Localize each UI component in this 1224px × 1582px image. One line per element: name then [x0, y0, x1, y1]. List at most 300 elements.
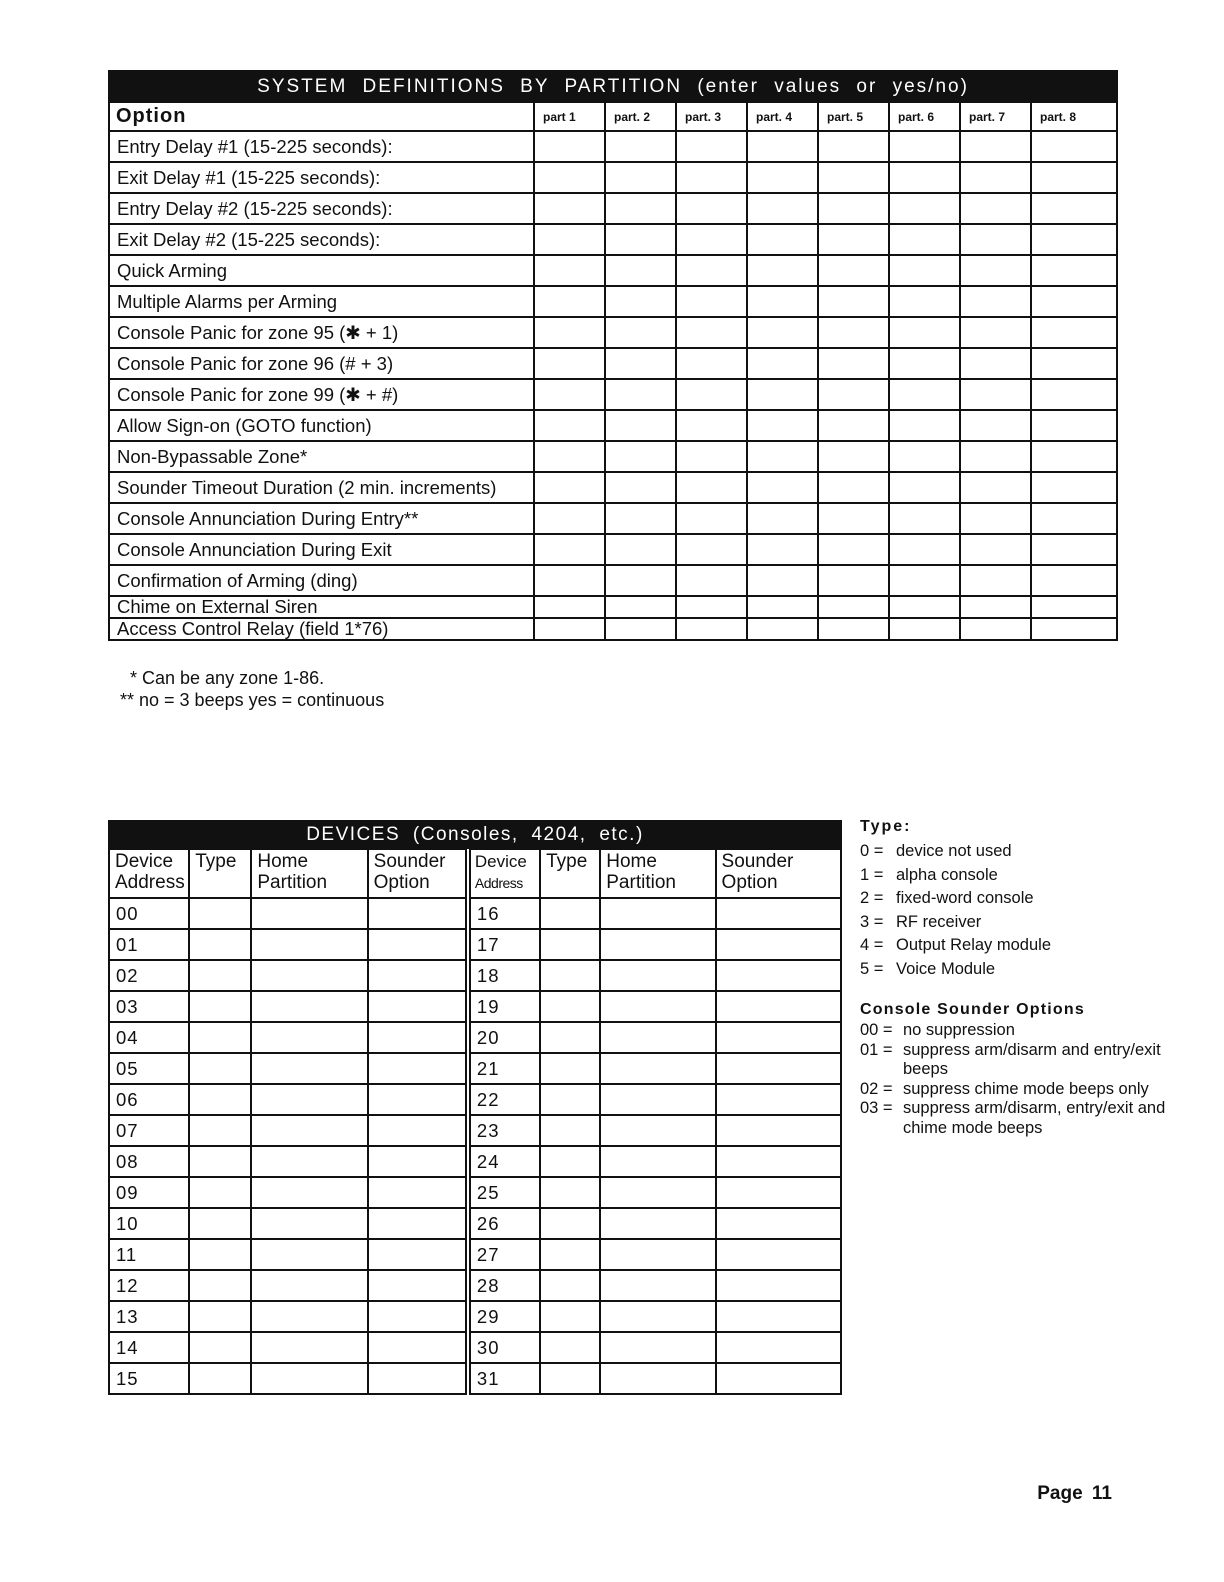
device-address: 13 [109, 1301, 189, 1332]
home-partition-cell[interactable] [251, 1270, 367, 1301]
partition-4-value-cell[interactable] [747, 379, 818, 410]
device-type-cell[interactable] [540, 929, 600, 960]
type-legend-item [860, 958, 1200, 982]
partition-5-value-cell[interactable] [818, 317, 889, 348]
sounder-option-cell[interactable] [716, 960, 841, 991]
device-address: 24 [468, 1146, 540, 1177]
sounder-option-cell[interactable] [368, 898, 468, 929]
sounder-option-cell[interactable] [716, 1146, 841, 1177]
partition-2-value-cell[interactable] [605, 286, 676, 317]
home-partition-cell[interactable] [600, 1270, 715, 1301]
sounder-option-cell[interactable] [716, 1177, 841, 1208]
system-definitions-title: SYSTEM DEFINITIONS BY PARTITION (enter values or yes/no) [109, 71, 1117, 102]
partition-4-value-cell[interactable] [747, 348, 818, 379]
home-partition-cell[interactable] [600, 1115, 715, 1146]
option-row [109, 503, 1117, 534]
partition-1-value-cell[interactable] [534, 441, 605, 472]
page-number: Page 11 [1037, 1483, 1112, 1504]
partition-7-value-cell[interactable] [960, 224, 1031, 255]
partition-3-value-cell[interactable] [676, 618, 747, 640]
home-partition-cell[interactable] [251, 898, 367, 929]
partition-4-value-cell[interactable] [747, 565, 818, 596]
partition-7-value-cell[interactable] [960, 618, 1031, 640]
home-partition-cell[interactable] [600, 1146, 715, 1177]
home-partition-cell[interactable] [600, 1177, 715, 1208]
type-description: fixed-word console [896, 889, 1034, 907]
partition-1-value-cell[interactable] [534, 131, 605, 162]
partition-2-value-cell[interactable] [605, 131, 676, 162]
option-label: Quick Arming [109, 255, 534, 286]
partition-2-value-cell[interactable] [605, 534, 676, 565]
partition-2-value-cell[interactable] [605, 596, 676, 618]
partition-header-3: part. 3 [676, 102, 747, 131]
sounder-option-cell[interactable] [716, 898, 841, 929]
sounder-option-cell[interactable] [368, 1301, 468, 1332]
device-type-cell[interactable] [189, 1239, 251, 1270]
partition-1-value-cell[interactable] [534, 317, 605, 348]
partition-4-value-cell[interactable] [747, 255, 818, 286]
partition-3-value-cell[interactable] [676, 596, 747, 618]
partition-8-value-cell[interactable] [1031, 472, 1117, 503]
partition-6-value-cell[interactable] [889, 131, 960, 162]
home-partition-cell[interactable] [600, 898, 715, 929]
partition-4-value-cell[interactable] [747, 596, 818, 618]
partition-5-value-cell[interactable] [818, 131, 889, 162]
partition-5-value-cell[interactable] [818, 162, 889, 193]
partition-5-value-cell[interactable] [818, 596, 889, 618]
sounder-option-cell[interactable] [716, 1270, 841, 1301]
partition-2-value-cell[interactable] [605, 224, 676, 255]
device-type-cell[interactable] [189, 1177, 251, 1208]
sounder-option-cell[interactable] [368, 1115, 468, 1146]
device-type-cell[interactable] [189, 991, 251, 1022]
sounder-code: 03 = [860, 1099, 893, 1117]
type-legend-list [860, 840, 1200, 981]
partition-3-value-cell[interactable] [676, 503, 747, 534]
partition-5-value-cell[interactable] [818, 348, 889, 379]
partition-7-value-cell[interactable] [960, 317, 1031, 348]
partition-5-value-cell[interactable] [818, 410, 889, 441]
partition-2-value-cell[interactable] [605, 503, 676, 534]
type-legend-item [860, 887, 1200, 911]
partition-6-value-cell[interactable] [889, 348, 960, 379]
home-partition-cell[interactable] [600, 1022, 715, 1053]
partition-6-value-cell[interactable] [889, 255, 960, 286]
option-label: Sounder Timeout Duration (2 min. increments) [109, 472, 534, 503]
partition-6-value-cell[interactable] [889, 224, 960, 255]
partition-3-value-cell[interactable] [676, 193, 747, 224]
sounder-option-cell[interactable] [368, 1208, 468, 1239]
partition-8-value-cell[interactable] [1031, 503, 1117, 534]
partition-5-value-cell[interactable] [818, 565, 889, 596]
partition-6-value-cell[interactable] [889, 534, 960, 565]
device-type-cell[interactable] [540, 1332, 600, 1363]
type-code: 4 = [860, 936, 884, 954]
partition-4-value-cell[interactable] [747, 503, 818, 534]
sounder-option-cell[interactable] [716, 1022, 841, 1053]
option-row [109, 596, 1117, 618]
partition-4-value-cell[interactable] [747, 441, 818, 472]
home-partition-cell[interactable] [251, 1239, 367, 1270]
partition-6-value-cell[interactable] [889, 410, 960, 441]
type-code: 2 = [860, 889, 884, 907]
home-partition-cell[interactable] [251, 1332, 367, 1363]
home-partition-cell[interactable] [251, 1301, 367, 1332]
partition-2-value-cell[interactable] [605, 162, 676, 193]
type-description: device not used [896, 842, 1012, 860]
device-type-cell[interactable] [189, 898, 251, 929]
home-partition-cell[interactable] [600, 1239, 715, 1270]
option-label: Chime on External Siren [109, 596, 534, 618]
system-definitions-table [108, 70, 1118, 641]
sounder-option-cell[interactable] [368, 1084, 468, 1115]
partition-1-value-cell[interactable] [534, 286, 605, 317]
partition-7-value-cell[interactable] [960, 348, 1031, 379]
partition-2-value-cell[interactable] [605, 618, 676, 640]
partition-3-value-cell[interactable] [676, 224, 747, 255]
device-type-cell[interactable] [540, 898, 600, 929]
partition-7-value-cell[interactable] [960, 565, 1031, 596]
option-label: Console Panic for zone 96 (# + 3) [109, 348, 534, 379]
device-type-cell[interactable] [189, 1208, 251, 1239]
partition-7-value-cell[interactable] [960, 472, 1031, 503]
device-row [109, 1239, 841, 1270]
type-code: 3 = [860, 912, 884, 931]
partition-8-value-cell[interactable] [1031, 596, 1117, 618]
home-partition-cell[interactable] [600, 1084, 715, 1115]
device-type-cell[interactable] [540, 1146, 600, 1177]
device-address: 03 [109, 991, 189, 1022]
partition-2-value-cell[interactable] [605, 317, 676, 348]
partition-1-value-cell[interactable] [534, 472, 605, 503]
device-type-cell[interactable] [540, 1022, 600, 1053]
partition-6-value-cell[interactable] [889, 503, 960, 534]
sounder-option-cell[interactable] [716, 991, 841, 1022]
partition-8-value-cell[interactable] [1031, 565, 1117, 596]
partition-2-value-cell[interactable] [605, 379, 676, 410]
partition-4-value-cell[interactable] [747, 534, 818, 565]
partition-1-value-cell[interactable] [534, 348, 605, 379]
partition-8-value-cell[interactable] [1031, 410, 1117, 441]
partition-1-value-cell[interactable] [534, 596, 605, 618]
partition-3-value-cell[interactable] [676, 441, 747, 472]
home-partition-cell[interactable] [251, 1363, 367, 1394]
partition-4-value-cell[interactable] [747, 286, 818, 317]
partition-7-value-cell[interactable] [960, 596, 1031, 618]
device-address: 10 [109, 1208, 189, 1239]
type-code: 0 = [860, 842, 884, 860]
device-type-cell[interactable] [189, 1270, 251, 1301]
sounder-option-cell[interactable] [716, 1053, 841, 1084]
partition-2-value-cell[interactable] [605, 348, 676, 379]
partition-6-value-cell[interactable] [889, 618, 960, 640]
partition-3-value-cell[interactable] [676, 255, 747, 286]
device-type-cell[interactable] [189, 1115, 251, 1146]
type-code: 1 = [860, 865, 884, 884]
partition-2-value-cell[interactable] [605, 193, 676, 224]
device-address: 04 [109, 1022, 189, 1053]
partition-7-value-cell[interactable] [960, 503, 1031, 534]
home-partition-cell[interactable] [600, 991, 715, 1022]
sounder-option-cell[interactable] [716, 1115, 841, 1146]
partition-6-value-cell[interactable] [889, 193, 960, 224]
device-row [109, 1177, 841, 1208]
partition-8-value-cell[interactable] [1031, 224, 1117, 255]
home-partition-cell[interactable] [251, 1115, 367, 1146]
device-address: 23 [468, 1115, 540, 1146]
sounder-option-cell[interactable] [368, 1239, 468, 1270]
device-type-cell[interactable] [540, 1053, 600, 1084]
partition-1-value-cell[interactable] [534, 410, 605, 441]
device-type-cell[interactable] [189, 1084, 251, 1115]
sounder-legend-item [860, 1099, 1200, 1138]
footnote-beeps: ** no = 3 beeps yes = continuous [120, 690, 385, 710]
option-row [109, 472, 1117, 503]
sounder-option-cell[interactable] [368, 1022, 468, 1053]
device-type-cell[interactable] [540, 1177, 600, 1208]
partition-6-value-cell[interactable] [889, 286, 960, 317]
partition-1-value-cell[interactable] [534, 534, 605, 565]
partition-4-value-cell[interactable] [747, 131, 818, 162]
partition-4-value-cell[interactable] [747, 472, 818, 503]
device-type-cell[interactable] [189, 960, 251, 991]
partition-3-value-cell[interactable] [676, 379, 747, 410]
sounder-option-cell[interactable] [368, 1177, 468, 1208]
partition-5-value-cell[interactable] [818, 472, 889, 503]
partition-7-value-cell[interactable] [960, 255, 1031, 286]
option-row [109, 534, 1117, 565]
partition-1-value-cell[interactable] [534, 255, 605, 286]
device-type-cell[interactable] [540, 1115, 600, 1146]
device-type-cell[interactable] [540, 1084, 600, 1115]
partition-4-value-cell[interactable] [747, 618, 818, 640]
partition-7-value-cell[interactable] [960, 379, 1031, 410]
home-partition-cell[interactable] [251, 1084, 367, 1115]
device-address: 29 [468, 1301, 540, 1332]
device-address: 18 [468, 960, 540, 991]
option-label: Entry Delay #1 (15-225 seconds): [109, 131, 534, 162]
partition-1-value-cell[interactable] [534, 224, 605, 255]
partition-3-value-cell[interactable] [676, 162, 747, 193]
device-row [109, 1270, 841, 1301]
partition-3-value-cell[interactable] [676, 410, 747, 441]
sounder-option-cell[interactable] [368, 1270, 468, 1301]
home-partition-cell[interactable] [600, 1301, 715, 1332]
device-row [109, 1363, 841, 1394]
partition-5-value-cell[interactable] [818, 255, 889, 286]
partition-3-value-cell[interactable] [676, 472, 747, 503]
partition-1-value-cell[interactable] [534, 193, 605, 224]
device-type-cell[interactable] [540, 1239, 600, 1270]
partition-3-value-cell[interactable] [676, 534, 747, 565]
device-row [109, 898, 841, 929]
device-type-cell[interactable] [540, 1363, 600, 1394]
option-row [109, 224, 1117, 255]
home-partition-cell[interactable] [600, 1332, 715, 1363]
partition-4-value-cell[interactable] [747, 193, 818, 224]
device-type-cell[interactable] [189, 1022, 251, 1053]
home-partition-cell[interactable] [251, 991, 367, 1022]
partition-5-value-cell[interactable] [818, 534, 889, 565]
device-row [109, 991, 841, 1022]
device-type-cell[interactable] [189, 929, 251, 960]
partition-8-value-cell[interactable] [1031, 618, 1117, 640]
partition-4-value-cell[interactable] [747, 317, 818, 348]
sounder-option-cell[interactable] [368, 1053, 468, 1084]
device-address: 28 [468, 1270, 540, 1301]
sounder-legend-item [860, 1041, 1200, 1080]
partition-8-value-cell[interactable] [1031, 286, 1117, 317]
partition-8-value-cell[interactable] [1031, 193, 1117, 224]
home-partition-cell[interactable] [251, 1177, 367, 1208]
device-type-cell[interactable] [189, 1363, 251, 1394]
option-column-header: Option [109, 102, 534, 131]
device-type-cell[interactable] [540, 991, 600, 1022]
home-partition-cell[interactable] [251, 1053, 367, 1084]
partition-7-value-cell[interactable] [960, 162, 1031, 193]
sounder-option-cell[interactable] [368, 991, 468, 1022]
partition-4-value-cell[interactable] [747, 162, 818, 193]
partition-4-value-cell[interactable] [747, 224, 818, 255]
home-partition-cell[interactable] [251, 1208, 367, 1239]
home-partition-cell[interactable] [251, 929, 367, 960]
device-address: 15 [109, 1363, 189, 1394]
partition-7-value-cell[interactable] [960, 410, 1031, 441]
partition-7-value-cell[interactable] [960, 131, 1031, 162]
partition-8-value-cell[interactable] [1031, 379, 1117, 410]
partition-3-value-cell[interactable] [676, 565, 747, 596]
sounder-option-cell[interactable] [716, 1239, 841, 1270]
sounder-description: no suppression [903, 1021, 1015, 1039]
sounder-option-cell[interactable] [716, 929, 841, 960]
home-partition-cell[interactable] [600, 929, 715, 960]
device-address: 21 [468, 1053, 540, 1084]
device-row [109, 1301, 841, 1332]
type-description: RF receiver [896, 912, 982, 931]
partition-6-value-cell[interactable] [889, 162, 960, 193]
sounder-option-cell[interactable] [716, 1208, 841, 1239]
partition-3-value-cell[interactable] [676, 131, 747, 162]
device-address: 27 [468, 1239, 540, 1270]
home-partition-cell[interactable] [251, 1022, 367, 1053]
device-type-cell[interactable] [189, 1053, 251, 1084]
sounder-option-cell[interactable] [368, 1146, 468, 1177]
partition-4-value-cell[interactable] [747, 410, 818, 441]
sounder-option-cell[interactable] [716, 1301, 841, 1332]
sounder-legend-item [860, 1080, 1200, 1100]
partition-header-6: part. 6 [889, 102, 960, 131]
partition-8-value-cell[interactable] [1031, 534, 1117, 565]
home-partition-cell[interactable] [600, 1053, 715, 1084]
device-address: 20 [468, 1022, 540, 1053]
partition-1-value-cell[interactable] [534, 503, 605, 534]
sounder-option-cell[interactable] [368, 929, 468, 960]
partition-2-value-cell[interactable] [605, 441, 676, 472]
partition-8-value-cell[interactable] [1031, 162, 1117, 193]
partition-1-value-cell[interactable] [534, 565, 605, 596]
partition-8-value-cell[interactable] [1031, 255, 1117, 286]
type-legend-title: Type: [860, 818, 912, 835]
device-address: 02 [109, 960, 189, 991]
partition-3-value-cell[interactable] [676, 317, 747, 348]
device-type-cell[interactable] [540, 960, 600, 991]
partition-6-value-cell[interactable] [889, 317, 960, 348]
partition-8-value-cell[interactable] [1031, 317, 1117, 348]
sounder-option-cell[interactable] [716, 1363, 841, 1394]
partition-5-value-cell[interactable] [818, 618, 889, 640]
sounder-option-cell[interactable] [368, 1332, 468, 1363]
type-legend-item [860, 911, 1200, 935]
device-type-cell[interactable] [540, 1208, 600, 1239]
home-partition-cell[interactable] [600, 960, 715, 991]
sounder-option-cell[interactable] [716, 1084, 841, 1115]
partition-2-value-cell[interactable] [605, 255, 676, 286]
device-address: 26 [468, 1208, 540, 1239]
partition-1-value-cell[interactable] [534, 379, 605, 410]
sounder-option-cell[interactable] [368, 960, 468, 991]
home-partition-cell[interactable] [251, 1146, 367, 1177]
partition-8-value-cell[interactable] [1031, 348, 1117, 379]
partition-5-value-cell[interactable] [818, 193, 889, 224]
option-label: Allow Sign-on (GOTO function) [109, 410, 534, 441]
device-type-cell[interactable] [189, 1332, 251, 1363]
partition-1-value-cell[interactable] [534, 162, 605, 193]
device-type-cell[interactable] [189, 1146, 251, 1177]
device-type-cell[interactable] [540, 1301, 600, 1332]
partition-3-value-cell[interactable] [676, 348, 747, 379]
partition-6-value-cell[interactable] [889, 565, 960, 596]
home-partition-cell[interactable] [251, 960, 367, 991]
device-type-cell[interactable] [189, 1301, 251, 1332]
partition-7-value-cell[interactable] [960, 534, 1031, 565]
partition-2-value-cell[interactable] [605, 472, 676, 503]
partition-2-value-cell[interactable] [605, 565, 676, 596]
partition-6-value-cell[interactable] [889, 441, 960, 472]
partition-7-value-cell[interactable] [960, 441, 1031, 472]
sounder-legend-item [860, 1021, 1200, 1041]
home-partition-cell[interactable] [600, 1208, 715, 1239]
home-partition-cell[interactable] [600, 1363, 715, 1394]
option-label: Console Panic for zone 95 (✱ + 1) [109, 317, 534, 348]
device-address-header-right: Device Address [468, 849, 540, 898]
partition-7-value-cell[interactable] [960, 286, 1031, 317]
device-row [109, 1084, 841, 1115]
sounder-code: 00 = [860, 1021, 893, 1039]
legend [860, 818, 1200, 1138]
partition-6-value-cell[interactable] [889, 596, 960, 618]
partition-8-value-cell[interactable] [1031, 441, 1117, 472]
type-header-right: Type [540, 849, 600, 898]
partition-5-value-cell[interactable] [818, 224, 889, 255]
partition-6-value-cell[interactable] [889, 379, 960, 410]
device-type-cell[interactable] [540, 1270, 600, 1301]
partition-header-8: part. 8 [1031, 102, 1117, 131]
partition-1-value-cell[interactable] [534, 618, 605, 640]
partition-8-value-cell[interactable] [1031, 131, 1117, 162]
partition-7-value-cell[interactable] [960, 193, 1031, 224]
partition-5-value-cell[interactable] [818, 441, 889, 472]
partition-5-value-cell[interactable] [818, 379, 889, 410]
partition-5-value-cell[interactable] [818, 503, 889, 534]
sounder-option-cell[interactable] [368, 1363, 468, 1394]
partition-5-value-cell[interactable] [818, 286, 889, 317]
partition-6-value-cell[interactable] [889, 472, 960, 503]
sounder-option-cell[interactable] [716, 1332, 841, 1363]
partition-3-value-cell[interactable] [676, 286, 747, 317]
partition-2-value-cell[interactable] [605, 410, 676, 441]
type-description: Output Relay module [896, 936, 1052, 954]
sounder-legend-list [860, 1021, 1200, 1138]
